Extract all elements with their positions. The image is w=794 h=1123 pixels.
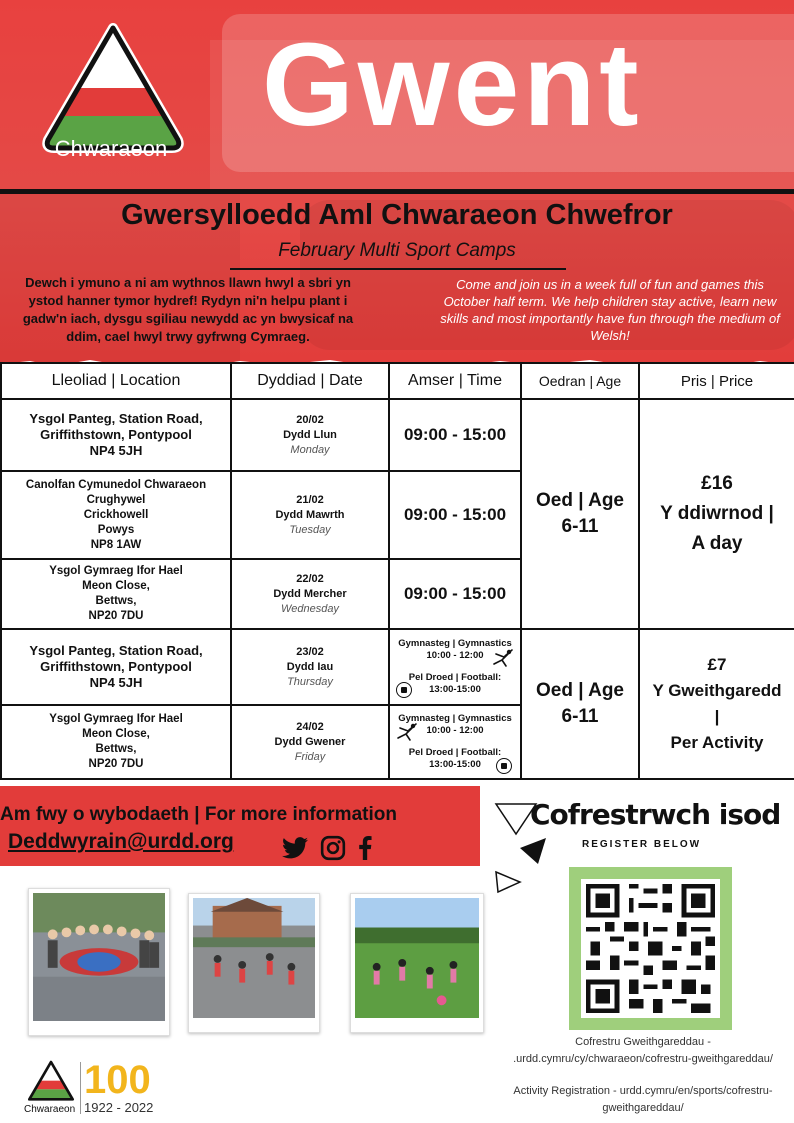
location-line: Ysgol Panteg, Station Road,: [29, 411, 203, 426]
day-english: Thursday: [287, 675, 333, 688]
qr-code[interactable]: [569, 867, 732, 1030]
torn-paper-edge: [0, 774, 794, 794]
date-value: 24/02: [296, 720, 324, 733]
day-welsh: Dydd Mercher: [273, 587, 347, 600]
location-line: Bettws,: [95, 743, 137, 755]
column-header-price: Pris | Price: [639, 363, 794, 399]
date-cell: [231, 399, 389, 471]
activity-name: Pel Droed | Football:: [408, 672, 502, 683]
column-header-age: Oedran | Age: [521, 363, 639, 399]
location-line: Meon Close,: [82, 580, 150, 592]
location-line: Ysgol Gymraeg Ifor Hael: [49, 713, 183, 725]
price-cell: [639, 399, 794, 629]
football-icon: [496, 758, 512, 774]
activity-name: Gymnasteg | Gymnastics: [398, 713, 512, 724]
qr-code-image: [581, 879, 720, 1018]
activity-cell: [389, 629, 521, 705]
playground-photo-image: [193, 898, 315, 1018]
social-links: [282, 835, 372, 861]
location-line: Meon Close,: [82, 728, 150, 740]
price-amount: £16: [701, 473, 733, 494]
badge-years: 1922 - 2022: [84, 1100, 154, 1115]
logo-label: Chwaraeon: [54, 136, 168, 161]
activity-name: Pel Droed | Football:: [408, 747, 502, 758]
location-postcode: NP4 5JH: [89, 675, 143, 690]
contact-banner: [0, 786, 480, 866]
qr-caption-welsh: Cofrestru Gweithgareddau - .urdd.cymru/cy/chwaraeon/cofrestru-gweithgareddau/: [513, 1036, 773, 1065]
location-postcode: NP8 1AW: [90, 538, 142, 551]
camp-photo-field: [350, 893, 484, 1033]
badge-number: 100: [84, 1058, 151, 1102]
football-icon: [396, 682, 412, 698]
price-unit-welsh: Y Gweithgaredd: [652, 681, 782, 700]
hero-banner: [0, 0, 794, 370]
centenary-badge: [22, 1058, 172, 1118]
date-value: 22/02: [296, 572, 324, 585]
intro-text-english: Come and join us in a week full of fun and games this October half term. We help children stay active, learn new skills and most importantly have fun through the medium of Welsh!: [440, 277, 780, 343]
day-english: Friday: [294, 750, 326, 763]
location-cell: [1, 399, 231, 471]
qr-caption-english: Activity Registration - urdd.cymru/en/sports/cofrestru-gweithgareddau/: [513, 1085, 773, 1114]
age-label: Oed | Age: [535, 490, 624, 511]
day-welsh: Dydd Iau: [286, 660, 334, 673]
location-line: Griffithstown, Pontypool: [40, 659, 192, 674]
badge-word: Chwaraeon: [24, 1104, 76, 1115]
age-range: 6-11: [561, 516, 599, 537]
table-row: [1, 629, 794, 705]
camp-photo-playground: [188, 893, 320, 1033]
price-amount: £7: [707, 655, 727, 674]
time-cell: 09:00 - 15:00: [389, 471, 521, 559]
column-header-location: Lleoliad | Location: [1, 363, 231, 399]
region-title: Gwent: [262, 19, 643, 151]
activity-name: Gymnasteg | Gymnastics: [398, 638, 512, 649]
day-english: Wednesday: [281, 602, 339, 615]
activity-cell: [389, 705, 521, 779]
location-postcode: NP20 7DU: [88, 758, 144, 770]
location-cell: [1, 629, 231, 705]
column-header-time: Amser | Time: [389, 363, 521, 399]
location-cell: [1, 471, 231, 559]
twitter-icon[interactable]: [282, 837, 308, 859]
register-title: Cofrestrwch isod: [530, 798, 781, 831]
gymnast-icon: [394, 722, 418, 742]
group-photo-image: [33, 893, 165, 1021]
day-english: Monday: [290, 443, 330, 456]
time-cell: 09:00 - 15:00: [389, 399, 521, 471]
price-separator: |: [714, 707, 720, 726]
activity-time: 13:00-15:00: [429, 759, 481, 770]
time-cell: 09:00 - 15:00: [389, 559, 521, 629]
day-welsh: Dydd Gwener: [274, 735, 346, 748]
email-link[interactable]: Deddwyrain@urdd.org: [8, 830, 234, 853]
date-value: 23/02: [296, 645, 324, 658]
page-title-welsh: Gwersylloedd Aml Chwaraeon Chwefror: [121, 199, 673, 231]
location-line: Ysgol Panteg, Station Road,: [29, 643, 203, 658]
divider: [230, 268, 566, 270]
table-row: [1, 399, 794, 471]
day-english: Tuesday: [289, 523, 331, 536]
register-subtitle: REGISTER BELOW: [582, 839, 702, 850]
date-value: 21/02: [296, 493, 324, 506]
location-postcode: NP20 7DU: [88, 610, 144, 622]
location-line: Ysgol Gymraeg Ifor Hael: [49, 565, 183, 577]
age-cell: [521, 629, 639, 779]
camp-photo-group: [28, 888, 170, 1036]
date-cell: [231, 559, 389, 629]
location-postcode: NP4 5JH: [89, 443, 143, 458]
location-line: Griffithstown, Pontypool: [40, 427, 192, 442]
location-cell: [1, 705, 231, 779]
location-line: Canolfan Cymunedol Chwaraeon: [25, 478, 207, 491]
location-cell: [1, 559, 231, 629]
schedule-table: [0, 362, 794, 780]
page-title-english: February Multi Sport Camps: [278, 240, 516, 261]
chwaraeon-logo-icon: [26, 1058, 76, 1104]
activity-time: 10:00 - 12:00: [426, 650, 484, 661]
table-header-row: [1, 363, 794, 399]
gymnast-icon: [490, 648, 514, 668]
column-header-date: Dyddiad | Date: [231, 363, 389, 399]
location-line: Crickhowell: [83, 508, 149, 521]
activity-time: 13:00-15:00: [429, 684, 481, 695]
divider: [0, 189, 794, 194]
day-welsh: Dydd Mawrth: [275, 508, 345, 521]
divider: [80, 1062, 81, 1114]
day-welsh: Dydd Llun: [283, 428, 337, 441]
location-line: Bettws,: [95, 595, 137, 607]
location-line: Crughywel: [86, 493, 146, 506]
age-label: Oed | Age: [535, 680, 624, 701]
date-cell: [231, 471, 389, 559]
date-cell: [231, 705, 389, 779]
instagram-icon[interactable]: [320, 835, 346, 861]
price-cell: [639, 629, 794, 779]
date-value: 20/02: [296, 413, 324, 426]
price-unit-english: A day: [691, 533, 743, 554]
price-unit-welsh: Y ddiwrnod |: [660, 503, 774, 524]
activity-time: 10:00 - 12:00: [426, 725, 484, 736]
location-line: Powys: [97, 523, 135, 536]
date-cell: [231, 629, 389, 705]
field-photo-image: [355, 898, 479, 1018]
price-unit-english: Per Activity: [670, 733, 764, 752]
facebook-icon[interactable]: [358, 836, 372, 860]
intro-text-welsh: Dewch i ymuno a ni am wythnos llawn hwyl a sbri yn ystod hanner tymor hydref! Rydyn ni'n helpu plant i gadw'n iach, dysgu sgiliau newydd ac yn bwysicaf na ddim, cael hwyl trwy gyfrwng Cymraeg.: [22, 275, 354, 344]
age-range: 6-11: [561, 706, 599, 727]
more-info-label: Am fwy o wybodaeth | For more information: [0, 804, 397, 825]
age-cell: [521, 399, 639, 629]
